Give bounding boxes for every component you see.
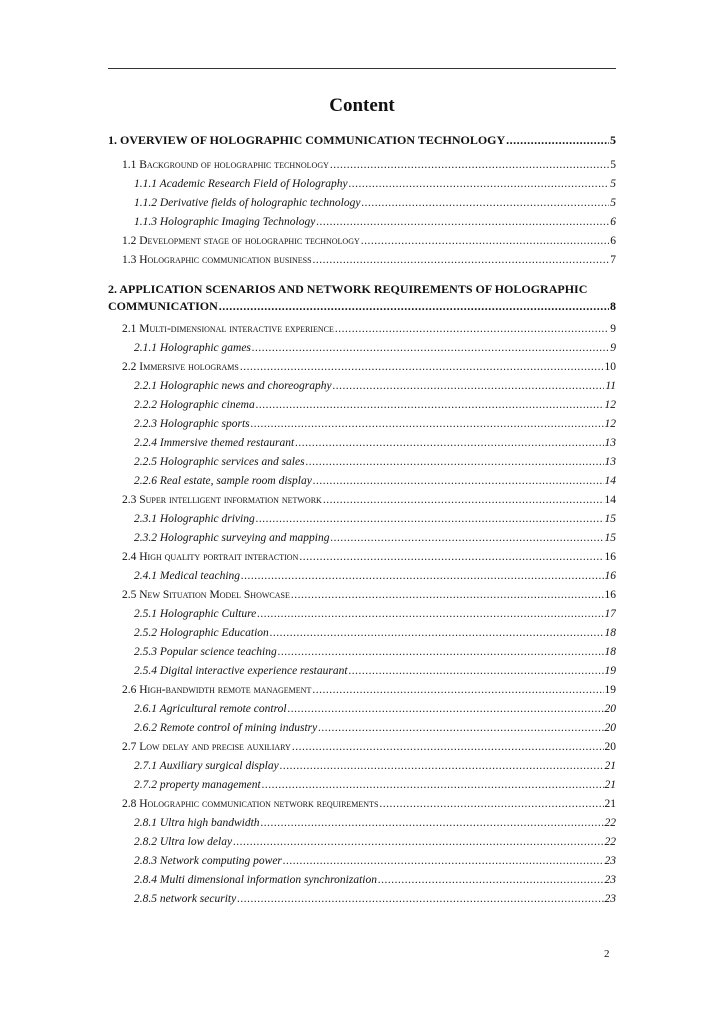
toc-entry-title: 2.2.1 Holographic news and choreography [134, 380, 332, 392]
toc-entry-level-2[interactable] [108, 741, 616, 760]
toc-leader-dots [349, 178, 610, 190]
toc-page-number: 21 [604, 760, 616, 772]
toc-leader-dots [330, 532, 603, 544]
toc-leader-dots [283, 855, 604, 867]
toc-leader-dots [361, 197, 609, 209]
toc-page-number: 15 [604, 532, 616, 544]
toc-page-number: 18 [604, 627, 616, 639]
toc-entry-title: 2.2 Immersive holograms [122, 361, 239, 373]
toc-page-number: 6 [610, 235, 616, 247]
toc-page-number: 10 [604, 361, 616, 373]
toc-leader-dots [323, 494, 604, 506]
toc-leader-dots [349, 665, 604, 677]
toc-entry-title: 2.3.2 Holographic surveying and mapping [134, 532, 330, 544]
toc-page-number: 22 [604, 836, 616, 848]
toc-entry-title: 1.1.1 Academic Research Field of Holography [134, 178, 348, 190]
toc-page-number: 22 [604, 817, 616, 829]
toc-entry-level-2[interactable] [108, 235, 616, 254]
toc-leader-dots [506, 133, 609, 148]
toc-entry-level-3[interactable] [108, 475, 616, 494]
toc-page-number: 11 [605, 380, 616, 392]
toc-entry-level-3[interactable] [108, 456, 616, 475]
toc-entry-title: 2.1 Multi-dimensional interactive experience [122, 323, 334, 335]
toc-entry-level-3[interactable] [108, 178, 616, 197]
toc-entry-title: 2.8.5 network security [134, 893, 237, 905]
toc-leader-dots [313, 254, 610, 266]
toc-page-number: 21 [604, 798, 616, 810]
toc-entry-level-2[interactable] [108, 551, 616, 570]
toc-entry-title: 2.4 High quality portrait interaction [122, 551, 299, 563]
toc-page-number: 6 [610, 216, 616, 228]
toc-leader-dots [288, 703, 604, 715]
toc-entry-level-3[interactable] [108, 627, 616, 646]
toc-entry-level-3[interactable] [108, 855, 616, 874]
toc-page-number: 5 [610, 197, 616, 209]
toc-entry-level-1[interactable] [108, 299, 616, 319]
toc-page-number: 12 [604, 399, 616, 411]
toc-entry-title: 2.2.4 Immersive themed restaurant [134, 437, 295, 449]
toc-entry-title: 2.3.1 Holographic driving [134, 513, 255, 525]
toc-entry-level-1[interactable] [108, 133, 616, 153]
toc-page-number: 23 [604, 855, 616, 867]
toc-page-number: 19 [604, 665, 616, 677]
toc-leader-dots [256, 399, 604, 411]
toc-entry-level-3[interactable] [108, 703, 616, 722]
toc-entry-title: 1.2 Development stage of holographic technology [122, 235, 360, 247]
toc-leader-dots [292, 741, 604, 753]
toc-entry-level-3[interactable] [108, 380, 616, 399]
toc-entry-level-2[interactable] [108, 684, 616, 703]
toc-entry-level-3[interactable] [108, 779, 616, 798]
toc-entry-title: 1.1.2 Derivative fields of holographic technology [134, 197, 361, 209]
toc-page-number: 9 [610, 323, 616, 335]
toc-page-number: 13 [604, 456, 616, 468]
toc-page-number: 18 [604, 646, 616, 658]
toc-entry-title: 2.2.3 Holographic sports [134, 418, 250, 430]
toc-entry-title: 1.1 Background of holographic technology [122, 159, 329, 171]
toc-entry-level-3[interactable] [108, 817, 616, 836]
toc-page-number: 5 [610, 178, 616, 190]
toc-entry-level-3[interactable] [108, 418, 616, 437]
toc-entry-title: 2.8.3 Network computing power [134, 855, 282, 867]
toc-leader-dots [219, 299, 609, 314]
header-rule [108, 68, 616, 69]
toc-leader-dots [335, 323, 609, 335]
toc-leader-dots [233, 836, 603, 848]
toc-leader-dots [313, 475, 604, 487]
toc-page-number: 16 [604, 570, 616, 582]
toc-entry-level-3[interactable] [108, 646, 616, 665]
toc-entry-title: COMMUNICATION [108, 299, 218, 313]
toc-entry-level-2[interactable] [108, 361, 616, 380]
toc-entry-heading-line[interactable]: 2. APPLICATION SCENARIOS AND NETWORK REQUIREMENTS OF HOLOGRAPHIC [108, 282, 588, 296]
toc-entry-title: 1. OVERVIEW OF HOLOGRAPHIC COMMUNICATION TECHNOLOGY [108, 133, 506, 147]
toc-leader-dots [312, 684, 603, 696]
toc-entry-title: 2.8.1 Ultra high bandwidth [134, 817, 260, 829]
toc-entry-title: 2.6 High-bandwidth remote management [122, 684, 312, 696]
toc-entry-title: 2.1.1 Holographic games [134, 342, 251, 354]
toc-entry-level-3[interactable] [108, 893, 616, 912]
toc-leader-dots [252, 342, 609, 354]
toc-leader-dots [318, 722, 603, 734]
toc-leader-dots [280, 760, 604, 772]
toc-entry-title: 2.2.5 Holographic services and sales [134, 456, 305, 468]
toc-page-number: 13 [604, 437, 616, 449]
toc-page-number: 14 [604, 494, 616, 506]
toc-entry-title: 2.5 New Situation Model Showcase [122, 589, 290, 601]
toc-entry-title: 2.6.2 Remote control of mining industry [134, 722, 318, 734]
toc-page-number: 5 [610, 159, 616, 171]
toc-entry-title: 2.2.6 Real estate, sample room display [134, 475, 312, 487]
toc-page-number: 23 [604, 874, 616, 886]
toc-entry-title: 2.7.2 property management [134, 779, 261, 791]
toc-page-number: 16 [604, 551, 616, 563]
toc-page-number: 15 [604, 513, 616, 525]
toc-entry-title: 2.5.4 Digital interactive experience restaurant [134, 665, 348, 677]
table-of-contents [108, 133, 616, 912]
toc-entry-title: 1.1.3 Holographic Imaging Technology [134, 216, 316, 228]
toc-leader-dots [291, 589, 604, 601]
toc-entry-title: 2.8.2 Ultra low delay [134, 836, 233, 848]
toc-entry-level-3[interactable] [108, 836, 616, 855]
toc-page-number: 20 [604, 741, 616, 753]
toc-leader-dots [299, 551, 603, 563]
toc-entry-level-3[interactable] [108, 570, 616, 589]
toc-leader-dots [295, 437, 603, 449]
toc-leader-dots [241, 570, 603, 582]
page-title: Content [329, 95, 395, 116]
toc-entry-level-3[interactable] [108, 722, 616, 741]
toc-page-number: 9 [610, 342, 616, 354]
toc-entry-level-2[interactable] [108, 254, 616, 273]
toc-leader-dots [270, 627, 604, 639]
toc-leader-dots [257, 608, 603, 620]
toc-entry-level-2[interactable] [108, 323, 616, 342]
toc-entry-title: 2.8 Holographic communication network requirements [122, 798, 379, 810]
toc-entry-level-3[interactable] [108, 532, 616, 551]
toc-entry-level-3[interactable] [108, 216, 616, 235]
toc-leader-dots [240, 361, 604, 373]
toc-page-number: 23 [604, 893, 616, 905]
toc-page-number: 12 [604, 418, 616, 430]
toc-leader-dots [306, 456, 604, 468]
toc-page-number: 8 [610, 299, 616, 313]
toc-entry-title: 2.7.1 Auxiliary surgical display [134, 760, 279, 772]
toc-page-number: 20 [604, 722, 616, 734]
toc-entry-level-3[interactable] [108, 342, 616, 361]
toc-leader-dots [278, 646, 604, 658]
toc-entry-title: 2.3 Super intelligent information network [122, 494, 322, 506]
toc-page-number: 7 [610, 254, 616, 266]
toc-page-number: 19 [604, 684, 616, 696]
toc-entry-title: 2.5.2 Holographic Education [134, 627, 269, 639]
toc-leader-dots [378, 874, 604, 886]
toc-entry-level-3[interactable] [108, 437, 616, 456]
toc-leader-dots [262, 779, 604, 791]
toc-entry-level-3[interactable] [108, 874, 616, 893]
toc-page-number: 16 [604, 589, 616, 601]
toc-entry-level-3[interactable] [108, 608, 616, 627]
toc-page-number: 20 [604, 703, 616, 715]
toc-entry-title: 2.5.3 Popular science teaching [134, 646, 277, 658]
toc-page-number: 14 [604, 475, 616, 487]
toc-entry-level-3[interactable] [108, 399, 616, 418]
toc-leader-dots [333, 380, 605, 392]
toc-leader-dots [361, 235, 610, 247]
toc-entry-level-2[interactable] [108, 798, 616, 817]
toc-entry-level-3[interactable] [108, 665, 616, 684]
toc-entry-title: 2.6.1 Agricultural remote control [134, 703, 287, 715]
toc-leader-dots [251, 418, 604, 430]
toc-entry-title: 2.5.1 Holographic Culture [134, 608, 257, 620]
toc-entry-title: 2.8.4 Multi dimensional information synchronization [134, 874, 377, 886]
toc-page-number: 5 [610, 133, 616, 147]
toc-leader-dots [261, 817, 604, 829]
page-number: 2 [604, 948, 610, 960]
toc-leader-dots [316, 216, 609, 228]
toc-page-number: 17 [604, 608, 616, 620]
toc-leader-dots [256, 513, 604, 525]
toc-leader-dots [330, 159, 609, 171]
toc-entry-level-3[interactable] [108, 197, 616, 216]
toc-entry-title: 2.4.1 Medical teaching [134, 570, 241, 582]
toc-entry-level-3[interactable] [108, 760, 616, 779]
toc-entry-title: 1.3 Holographic communication business [122, 254, 312, 266]
toc-leader-dots [379, 798, 603, 810]
toc-leader-dots [237, 893, 603, 905]
toc-entry-level-3[interactable] [108, 513, 616, 532]
toc-entry-level-2[interactable] [108, 159, 616, 178]
toc-entry-title: 2.2.2 Holographic cinema [134, 399, 255, 411]
toc-entry-level-2[interactable] [108, 494, 616, 513]
toc-entry-level-2[interactable] [108, 589, 616, 608]
toc-entry-title: 2.7 Low delay and precise auxiliary [122, 741, 291, 753]
toc-page-number: 21 [604, 779, 616, 791]
